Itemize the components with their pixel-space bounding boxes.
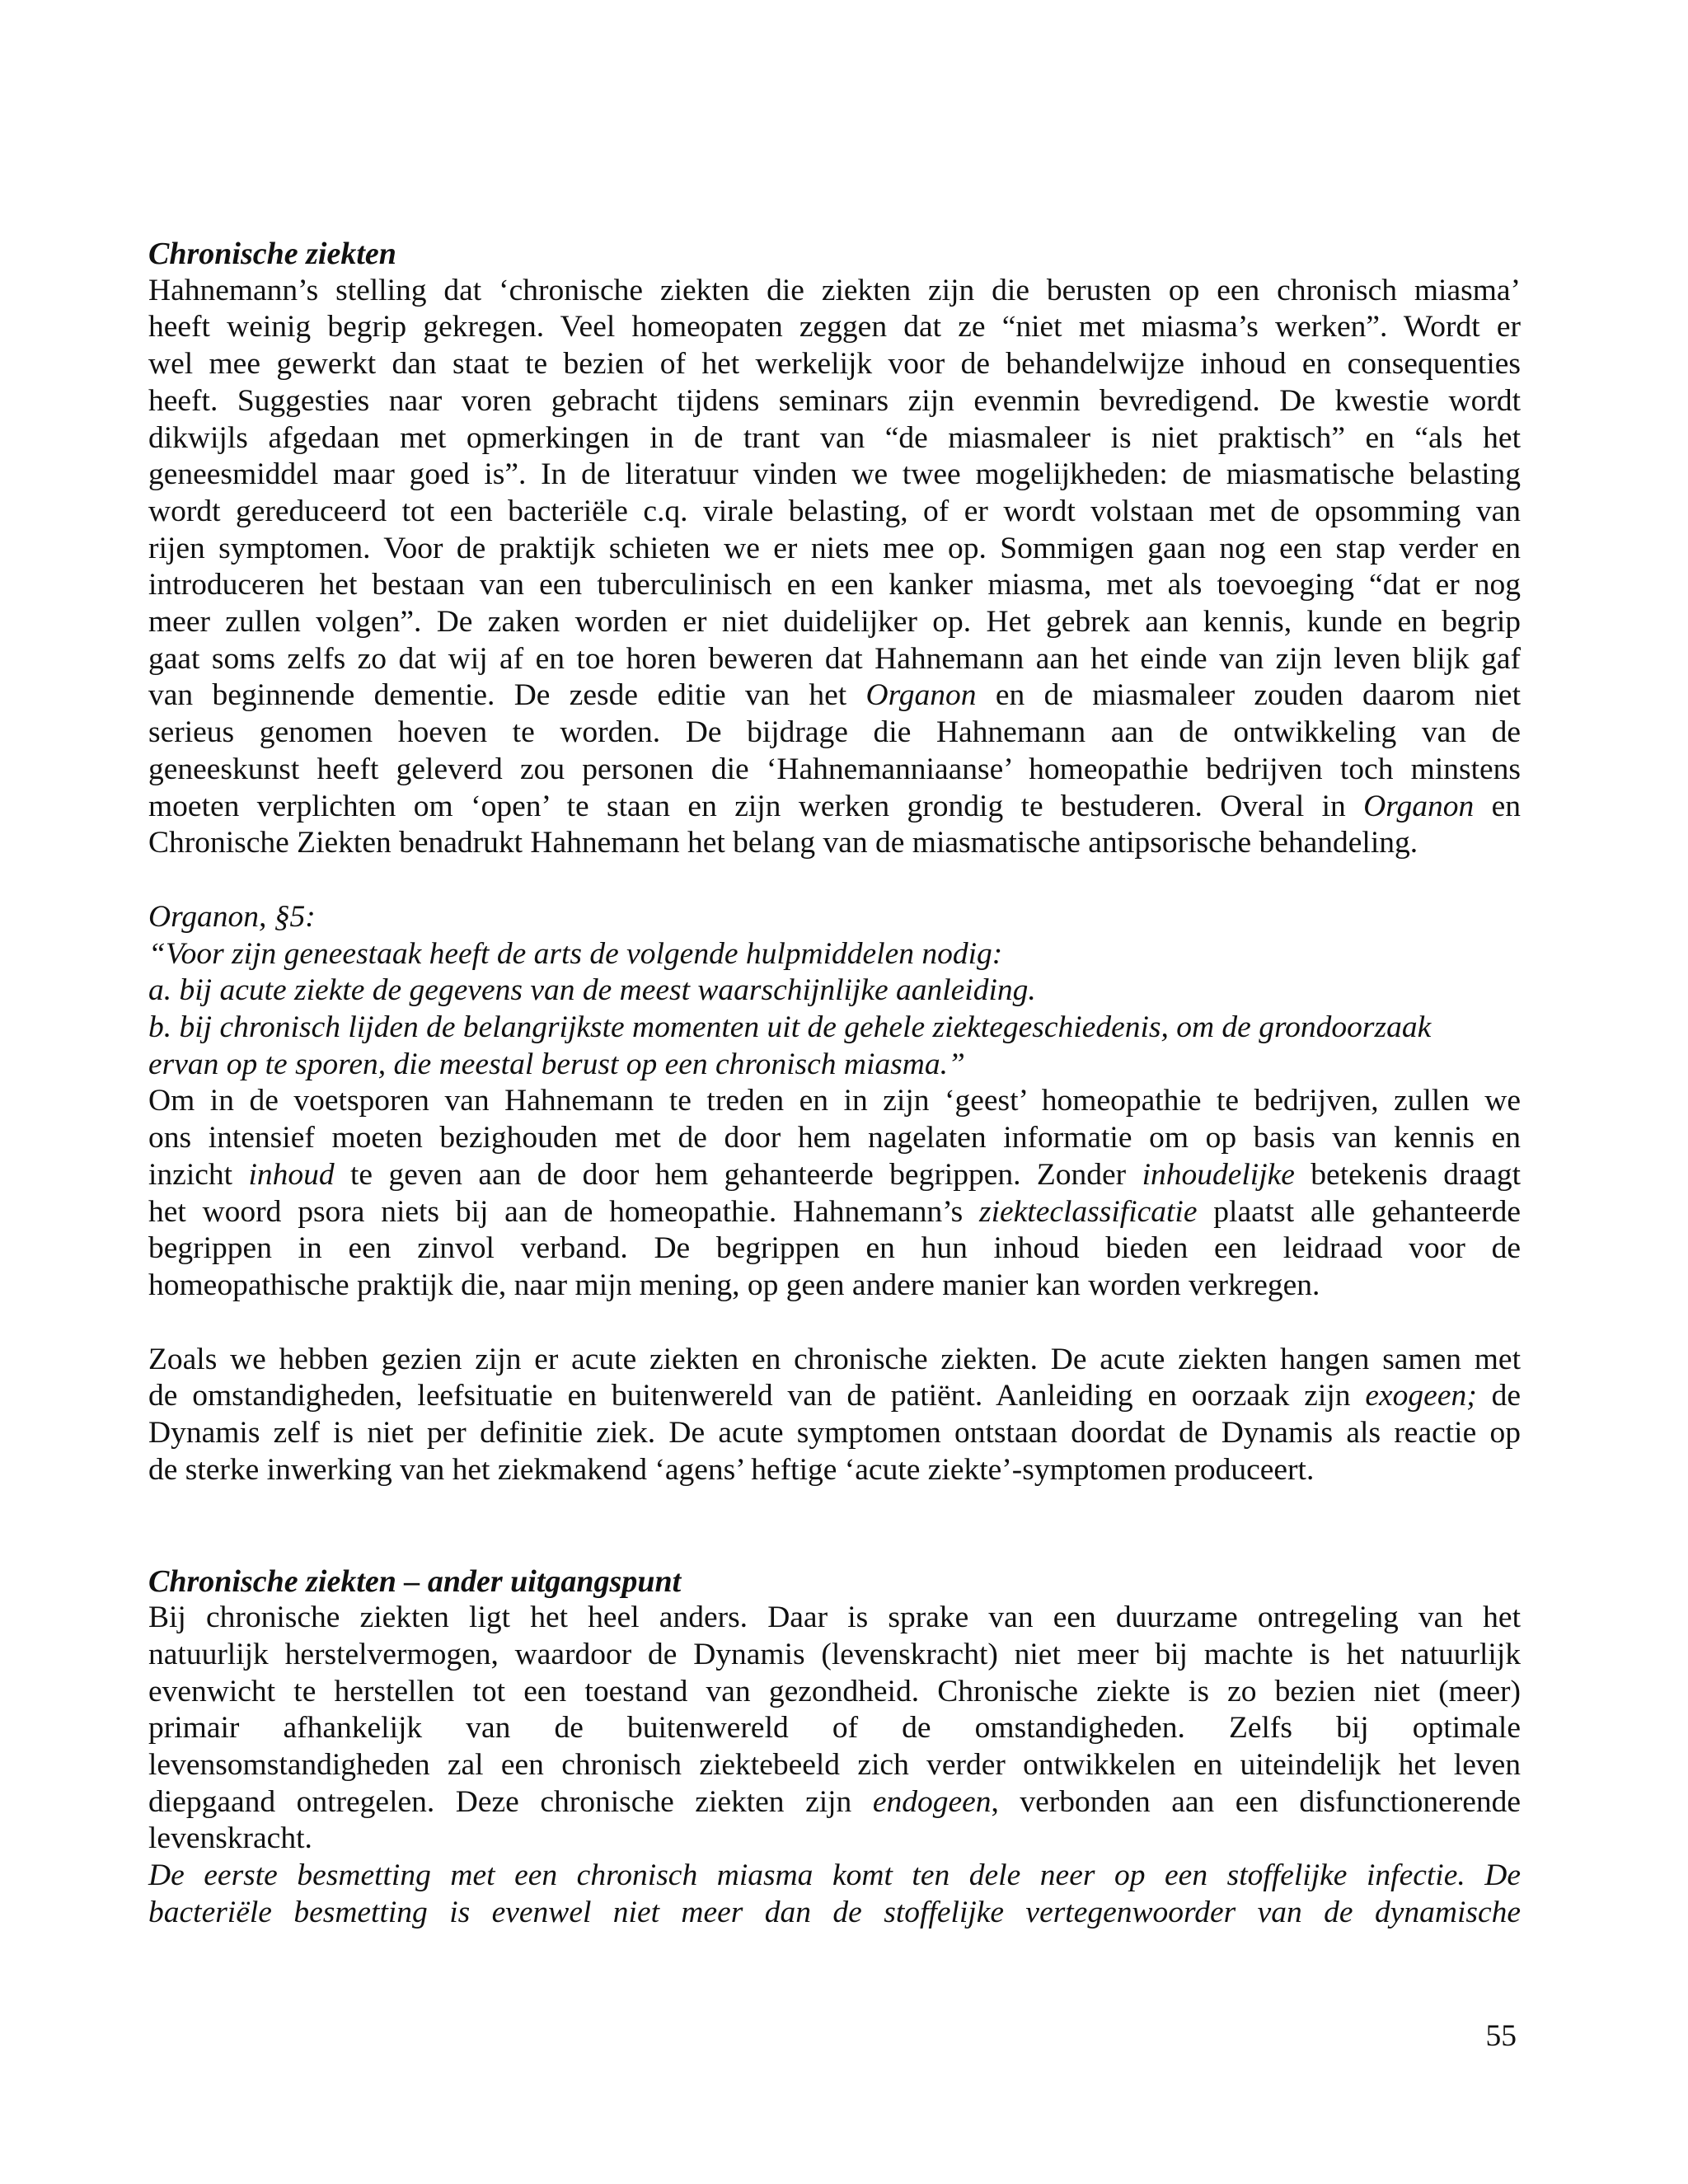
text-run: diepgaand ontregelen. Deze chronische ziekten zijn: [148, 1784, 873, 1819]
body-paragraph: [148, 1600, 1521, 1858]
text-line: Om in de voetsporen van Hahnemann te treden en in zijn ‘geest’ homeopathie te bedrijven, zullen we: [148, 1084, 1521, 1118]
body-paragraph: [148, 1858, 1521, 1931]
text-line: de sterke inwerking van het ziekmakend ‘agens’ heftige ‘acute ziekte’-symptomen produceert.: [148, 1452, 1315, 1487]
text-line: primair afhankelijk van de buitenwereld of de omstandigheden. Zelfs bij optimale: [148, 1711, 1521, 1746]
paragraph-spacer: [148, 1305, 1521, 1342]
text-line: evenwicht te herstellen tot een toestand van gezondheid. Chronische ziekte is zo bezien niet (meer): [148, 1674, 1521, 1708]
text-line: dikwijls afgedaan met opmerkingen in de trant van “de miasmaleer is niet praktisch” en “als het: [148, 420, 1521, 455]
text-run: inzicht: [148, 1157, 249, 1192]
text-line: serieus genomen hoeven te worden. De bijdrage die Hahnemann aan de ontwikkeling van de: [148, 715, 1521, 750]
text-line: geneeskunst heeft geleverd zou personen die ‘Hahnemanniaanse’ homeopathie bedrijven toch minstens: [148, 752, 1521, 786]
text-line: homeopathische praktijk die, naar mijn mening, op geen andere manier kan worden verkregen.: [148, 1268, 1320, 1302]
text-line: Dynamis zelf is niet per definitie ziek. De acute symptomen ontstaan doordat de Dynamis als reactie op: [148, 1416, 1521, 1451]
text-line: wel mee gewerkt dan staat te bezien of het werkelijk voor de behandelwijze inhoud en consequenties: [148, 347, 1521, 382]
block-quote: [148, 899, 1521, 1084]
section-heading: Chronische ziekten: [148, 237, 396, 271]
text-line: introduceren het bestaan van een tuberculinisch en een kanker miasma, met als toevoeging “dat er nog: [148, 568, 1521, 602]
section-heading: Chronische ziekten – ander uitgangspunt: [148, 1563, 682, 1599]
text-line: begrippen in een zinvol verband. De begrippen en hun inhoud bieden een leidraad voor de: [148, 1231, 1521, 1266]
quote-line: ervan op te sporen, die meestal berust op een chronisch miasma.”: [148, 1047, 965, 1081]
italic-term: inhoudelijke: [1142, 1157, 1295, 1192]
text-line: levenskracht.: [148, 1821, 312, 1856]
text-run: het woord psora niets bij aan de homeopathie. Hahnemann’s: [148, 1194, 979, 1229]
text-line: De eerste besmetting met een chronisch miasma komt ten dele neer op een stoffelijke infectie. De: [148, 1858, 1521, 1893]
quote-source: Organon, §5:: [148, 899, 316, 934]
italic-term: endogeen: [872, 1784, 992, 1819]
page-number: 55: [1485, 2019, 1517, 2053]
text-line: [148, 789, 1521, 826]
text-run: te geven aan de door hem gehanteerde begrippen. Zonder: [334, 1157, 1142, 1192]
text-run: moeten verplichten om ‘open’ te staan en zijn werken grondig te bestuderen. Overal in: [148, 789, 1364, 823]
text-line: Hahnemann’s stelling dat ‘chronische ziekten die ziekten zijn die berusten op een chronisch miasma’: [148, 273, 1521, 307]
text-line: [148, 1784, 1521, 1821]
text-line: [148, 1157, 1521, 1194]
italic-term: exogeen;: [1365, 1379, 1477, 1413]
text-line: heeft. Suggesties naar voren gebracht tijdens seminars zijn evenmin bevredigend. De kwestie wordt: [148, 383, 1521, 418]
text-line: levensomstandigheden zal een chronisch ziektebeeld zich verder ontwikkelen en uiteindelijk het leven: [148, 1748, 1521, 1783]
text-line: gaat soms zelfs zo dat wij af en toe horen beweren dat Hahnemann aan het einde van zijn leven blijk gaf: [148, 641, 1521, 676]
text-line: [148, 1378, 1521, 1415]
italic-term: ziekteclassificatie: [979, 1194, 1198, 1229]
text-run: en: [1474, 789, 1521, 823]
section-spacer: [148, 1489, 1521, 1563]
text-line: wordt gereduceerd tot een bacteriële c.q. virale belasting, of er wordt volstaan met de opsomming van: [148, 494, 1521, 528]
text-line: [148, 677, 1521, 715]
body-paragraph: [148, 1342, 1521, 1489]
text-run: , verbonden aan een disfunctionerende: [991, 1784, 1521, 1819]
text-line: Zoals we hebben gezien zijn er acute ziekten en chronische ziekten. De acute ziekten hangen samen met: [148, 1342, 1521, 1376]
quote-line: b. bij chronisch lijden de belangrijkste momenten uit de gehele ziektegeschiedenis, om de grondoorzaak: [148, 1010, 1432, 1045]
body-paragraph: [148, 273, 1521, 862]
italic-term: Organon: [865, 678, 977, 713]
text-run: van beginnende dementie. De zesde editie van het: [148, 678, 866, 713]
quote-line: “Voor zijn geneestaak heeft de arts de volgende hulpmiddelen nodig:: [148, 936, 1003, 971]
text-line: Bij chronische ziekten ligt het heel anders. Daar is sprake van een duurzame ontregeling van het: [148, 1601, 1521, 1635]
text-line: bacteriële besmetting is evenwel niet meer dan de stoffelijke vertegenwoorder van de dynamische: [148, 1895, 1521, 1929]
text-line: [148, 1194, 1521, 1231]
italic-term: inhoud: [248, 1157, 335, 1192]
text-line: Chronische Ziekten benadrukt Hahnemann het belang van de miasmatische antipsorische behandeling.: [148, 826, 1418, 860]
quote-line: a. bij acute ziekte de gegevens van de meest waarschijnlijke aanleiding.: [148, 973, 1036, 1008]
text-line: ons intensief moeten bezighouden met de door hem nagelaten informatie om op basis van kennis en: [148, 1121, 1521, 1155]
text-run: betekenis draagt: [1294, 1157, 1522, 1192]
text-line: meer zullen volgen”. De zaken worden er niet duidelijker op. Het gebrek aan kennis, kunde en begrip: [148, 605, 1521, 640]
text-run: de: [1476, 1379, 1521, 1413]
text-run: en de miasmaleer zouden daarom niet: [976, 678, 1521, 713]
paragraph-spacer: [148, 862, 1521, 899]
body-paragraph: [148, 1083, 1521, 1304]
text-line: rijen symptomen. Voor de praktijk schieten we er niets mee op. Sommigen gaan nog een stap verder en: [148, 531, 1521, 565]
document-page: [148, 236, 1521, 1932]
text-line: natuurlijk herstelvermogen, waardoor de Dynamis (levenskracht) niet meer bij machte is het natuurlijk: [148, 1637, 1521, 1671]
text-run: de omstandigheden, leefsituatie en buitenwereld van de patiënt. Aanleiding en oorzaak zijn: [148, 1379, 1366, 1413]
text-run: plaatst alle gehanteerde: [1197, 1194, 1521, 1229]
text-line: geneesmiddel maar goed is”. In de literatuur vinden we twee mogelijkheden: de miasmatische belasting: [148, 457, 1521, 492]
italic-term: Organon: [1363, 789, 1475, 823]
text-line: heeft weinig begrip gekregen. Veel homeopaten zeggen dat ze “niet met miasma’s werken”. Wordt er: [148, 310, 1521, 344]
